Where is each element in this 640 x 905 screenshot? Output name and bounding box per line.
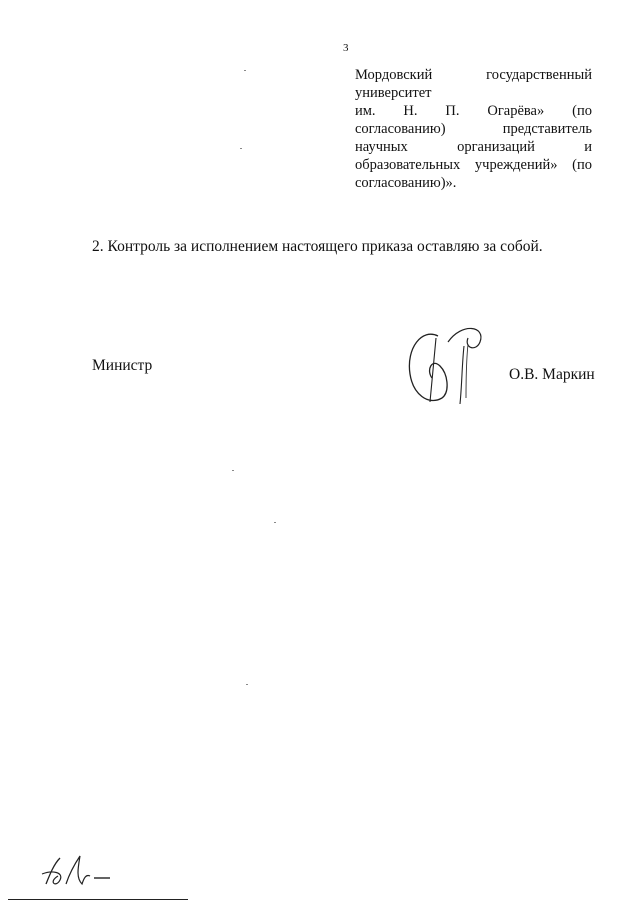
annex-line — [355, 66, 592, 84]
annex-line — [355, 138, 592, 156]
annex-word: научных — [355, 139, 408, 155]
initials-mark — [40, 852, 112, 892]
annex-line — [355, 120, 592, 138]
annex-word: (по — [572, 157, 592, 173]
speck — [232, 470, 234, 471]
annex-word: организаций — [457, 139, 535, 155]
annex-line — [355, 84, 592, 102]
annex-line — [355, 174, 592, 192]
annex-word: П. — [445, 103, 460, 119]
annex-word: Огарёва» — [487, 103, 545, 119]
speck — [246, 684, 248, 685]
annex-word: (по — [572, 103, 592, 119]
annex-word: учреждений» — [474, 157, 558, 173]
annex-word: государственный — [486, 67, 592, 83]
footer-rule — [8, 899, 188, 900]
handwritten-signature — [398, 318, 494, 414]
annex-word: образовательных — [355, 157, 461, 173]
annex-word: Н. — [403, 103, 418, 119]
annex-line — [355, 156, 592, 174]
annex-word: согласованию) — [355, 121, 446, 137]
speck — [244, 70, 246, 71]
order-clause: 2. Контроль за исполнением настоящего приказа оставляю за собой. — [92, 238, 543, 255]
annex-word: согласованию)». — [355, 175, 457, 191]
speck — [274, 522, 276, 523]
annex-word: им. — [355, 103, 376, 119]
position-title: Министр — [92, 357, 153, 374]
annex-word: представитель — [502, 121, 592, 137]
annex-word: Мордовский — [355, 67, 433, 83]
page-number: 3 — [343, 42, 349, 54]
annex-line — [355, 102, 592, 120]
signatory-name: О.В. Маркин — [509, 366, 595, 383]
annex-word: и — [584, 139, 592, 155]
annex-word: университет — [355, 85, 432, 101]
annex-block — [355, 66, 592, 192]
speck — [240, 148, 242, 149]
